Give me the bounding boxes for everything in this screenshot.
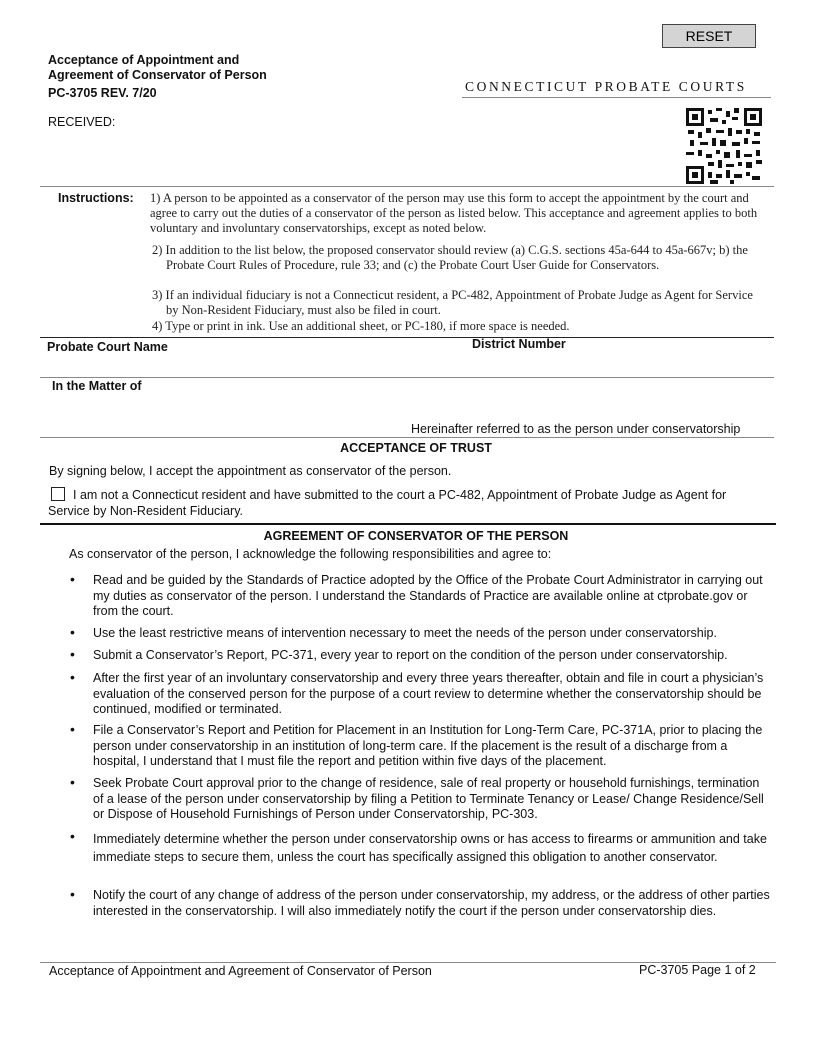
bullet-icon: • <box>70 646 75 662</box>
footer-form-title: Acceptance of Appointment and Agreement of Conservator of Person <box>49 964 432 978</box>
agreement-item-7: Immediately determine whether the person under conservatorship owns or has access to firearms or ammunition and take immediate steps to secure them, unless the court has specifically assigned this obligation to another conservator. <box>93 832 767 864</box>
agreement-item-6: Seek Probate Court approval prior to the change of residence, sale of real property or household furnishings, termination of a lease of the person under conservatorship by filing a Petition to Terminate Tenancy or Lease/ Change Residence/Sell or Dispose of Household Furnishings of Person under Conservatorship, PC-303. <box>93 776 764 821</box>
district-number-label: District Number <box>472 337 566 351</box>
bullet-icon: • <box>70 828 75 844</box>
bullet-icon: • <box>70 774 75 790</box>
court-divider <box>40 377 774 378</box>
agreement-intro: As conservator of the person, I acknowledge the following responsibilities and agree to: <box>69 547 552 561</box>
instruction-item-4: 4) Type or print in ink. Use an additional sheet, or PC-180, if more space is needed. <box>152 319 570 333</box>
acceptance-statement: By signing below, I accept the appointment as conservator of the person. <box>49 464 452 478</box>
received-label: RECEIVED: <box>48 115 116 129</box>
acceptance-heading: ACCEPTANCE OF TRUST <box>340 441 492 455</box>
agreement-item-2: Use the least restrictive means of intervention necessary to meet the needs of the person under conservatorship. <box>93 626 717 640</box>
agreement-item-5: File a Conservator’s Report and Petition for Placement in an Institution for Long-Term Care, PC-371A, prior to placing the person under conservatorship in an institution of long-term care. If the placement is the result of a discharge from a hospital, I understand that I must file the report and petition within five days of the placement. <box>93 723 763 768</box>
acceptance-divider <box>40 523 776 525</box>
bullet-icon: • <box>70 624 75 640</box>
form-title-line-2: Agreement of Conservator of Person <box>48 68 267 82</box>
agreement-item-8: Notify the court of any change of address of the person under conservatorship, my address, or the address of other parties interested in the conservatorship. I will also immediately notify the court if the person under conservatorship dies. <box>93 888 770 918</box>
hereinafter-text: Hereinafter referred to as the person under conservatorship <box>411 422 741 436</box>
form-title-line-1: Acceptance of Appointment and <box>48 53 240 67</box>
agreement-heading: AGREEMENT OF CONSERVATOR OF THE PERSON <box>263 529 569 543</box>
bullet-icon: • <box>70 721 75 737</box>
form-number: PC-3705 REV. 7/20 <box>48 86 157 100</box>
qr-code-icon <box>686 108 762 184</box>
header-divider <box>40 186 774 187</box>
instructions-divider <box>40 337 774 338</box>
agreement-item-1: Read and be guided by the Standards of Practice adopted by the Office of the Probate Court Administrator in carrying out my duties as conservator of the person. I understand the Standards of Practice are available online at ctprobate.gov or from the court. <box>93 573 763 618</box>
bullet-icon: • <box>70 571 75 587</box>
footer-page-number: PC-3705 Page 1 of 2 <box>639 963 756 977</box>
agreement-item-3: Submit a Conservator’s Report, PC-371, every year to report on the condition of the person under conservatorship. <box>93 648 728 662</box>
bullet-icon: • <box>70 669 75 685</box>
instruction-item-3: 3) If an individual fiduciary is not a Connecticut resident, a PC-482, Appointment of Probate Judge as Agent for Service by Non-Resident Fiduciary, must also be filed in court. <box>152 288 753 317</box>
probate-court-name-label: Probate Court Name <box>47 340 168 354</box>
in-the-matter-of-label: In the Matter of <box>52 379 142 393</box>
agency-underline <box>462 97 771 98</box>
reset-button[interactable]: RESET <box>662 24 756 48</box>
agreement-item-4: After the first year of an involuntary conservatorship and every three years thereafter, obtain and file in court a physician’s evaluation of the conserved person for the purpose of a court review to determine whether the conservatorship should be continued, modified or terminated. <box>93 671 764 716</box>
non-resident-checkbox-label: I am not a Connecticut resident and have submitted to the court a PC-482, Appointment of Probate Judge as Agent for Service by Non-Resident Fiduciary. <box>48 488 727 518</box>
agency-name: CONNECTICUT PROBATE COURTS <box>465 79 747 94</box>
instruction-item-2: 2) In addition to the list below, the proposed conservator should review (a) C.G.S. sections 45a-644 to 45a-667v; b) the Probate Court Rules of Procedure, rule 33; and (c) the Probate Court User Guide for Conservators. <box>152 243 748 272</box>
bullet-icon: • <box>70 886 75 902</box>
instructions-label: Instructions: <box>58 191 134 205</box>
matter-divider <box>40 437 774 438</box>
instruction-item-1: 1) A person to be appointed as a conservator of the person may use this form to accept the appointment by the court and agree to carry out the duties of a conservator of the person as listed below. This acceptance and agreement applies to both voluntary and involuntary conservatorships, except as noted below. <box>150 191 758 235</box>
